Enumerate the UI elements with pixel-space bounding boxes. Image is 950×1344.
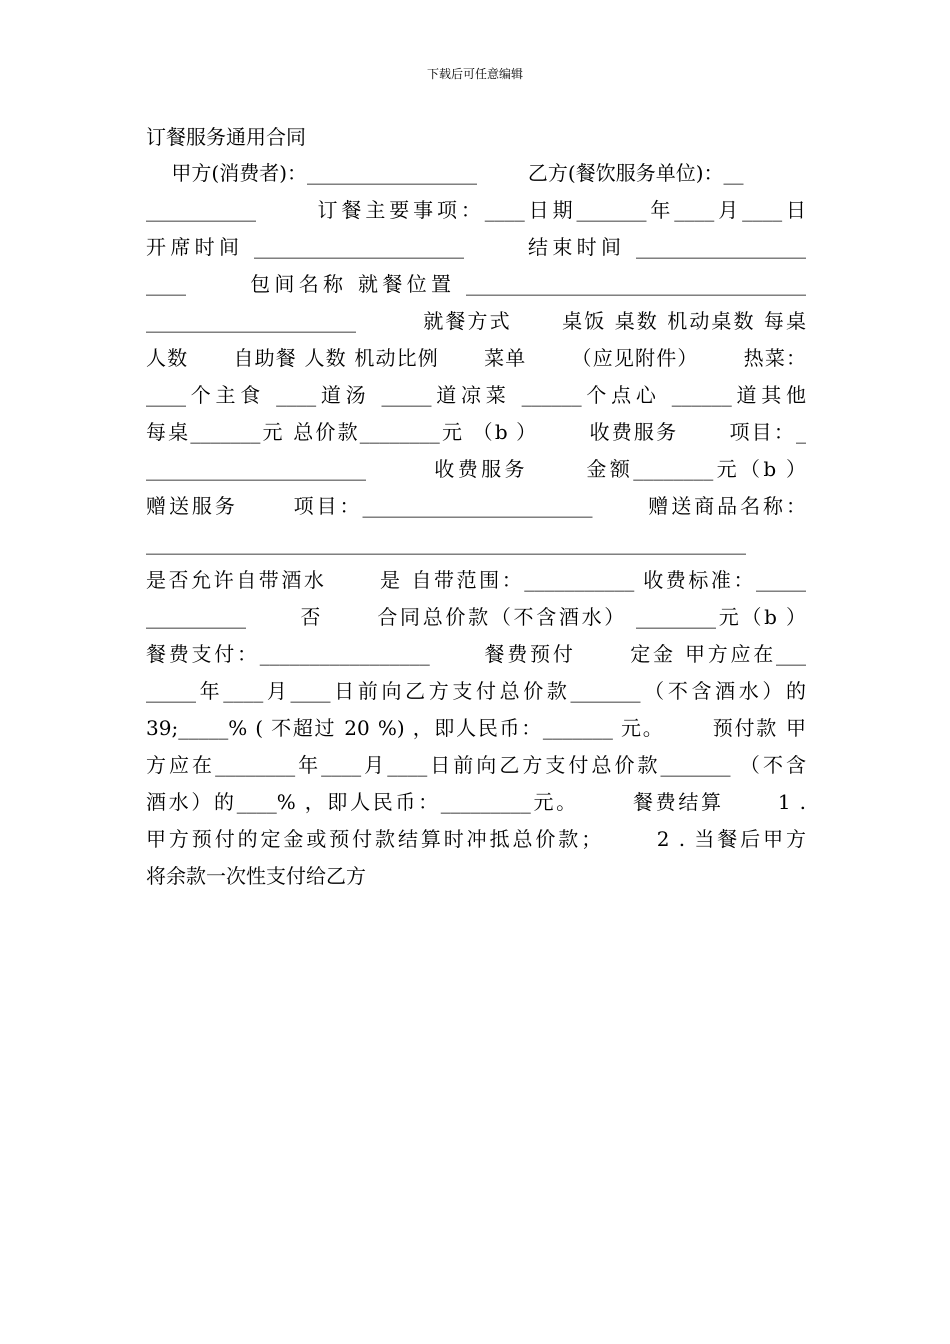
- contract-line-20: 将余款一次性支付给乙方: [146, 864, 366, 888]
- contract-line-14: 餐费支付：_________________ 餐费预付 定金 甲方应在___: [146, 642, 806, 666]
- contract-line-16: 39;_____% ( 不超过 20 %) ，即人民币：_______ 元。 预付款 甲: [146, 716, 806, 740]
- contract-line-6: 人数 自助餐 人数 机动比例 菜单 （应见附件） 热菜：: [146, 346, 806, 370]
- contract-line-4: ____ 包间名称 就餐位置 __________________________________: [146, 272, 806, 296]
- contract-line-19: 甲方预付的定金或预付款结算时冲抵总价款； 2 . 当餐后甲方: [146, 827, 806, 851]
- document-title: 订餐服务通用合同: [146, 125, 306, 149]
- contract-line-8: 每桌_______元 总价款________元 （b ） 收费服务 项目：_: [146, 420, 806, 444]
- contract-line-1: 甲方(消费者)：_________________ 乙方(餐饮服务单位)：__: [146, 161, 744, 185]
- contract-line-5: _____________________ 就餐方式 桌饭 桌数 机动桌数 每桌: [146, 309, 806, 333]
- contract-line-7: ____个主食 ____道汤 _____道凉菜 ______个点心 ______道其他: [146, 383, 806, 407]
- contract-line-11: ____________________________________________________________: [146, 531, 746, 555]
- contract-line-13: __________ 否 合同总价款（不含酒水） ________元（b ）: [146, 605, 806, 629]
- page-header: 下载后可任意编辑: [426, 67, 523, 81]
- contract-line-10: 赠送服务 项目：_______________________ 赠送商品名称：: [146, 494, 806, 518]
- contract-line-17: 方应在________年____月____日前向乙方支付总价款_______ （不含: [146, 753, 806, 777]
- contract-line-3: 开席时间 _____________________ 结束时间 _________________: [146, 235, 806, 259]
- contract-line-12: 是否允许自带酒水 是 自带范围：___________ 收费标准：_____: [146, 568, 806, 592]
- contract-line-9: ______________________ 收费服务 金额________元（b ）: [146, 457, 806, 481]
- contract-line-15: _____年____月____日前向乙方支付总价款_______（不含酒水）的: [146, 679, 806, 703]
- contract-line-18: 酒水）的____% ，即人民币：_________元。 餐费结算 1 .: [146, 790, 806, 814]
- contract-line-2: ___________ 订餐主要事项：____日期_______年____月____日: [146, 198, 806, 222]
